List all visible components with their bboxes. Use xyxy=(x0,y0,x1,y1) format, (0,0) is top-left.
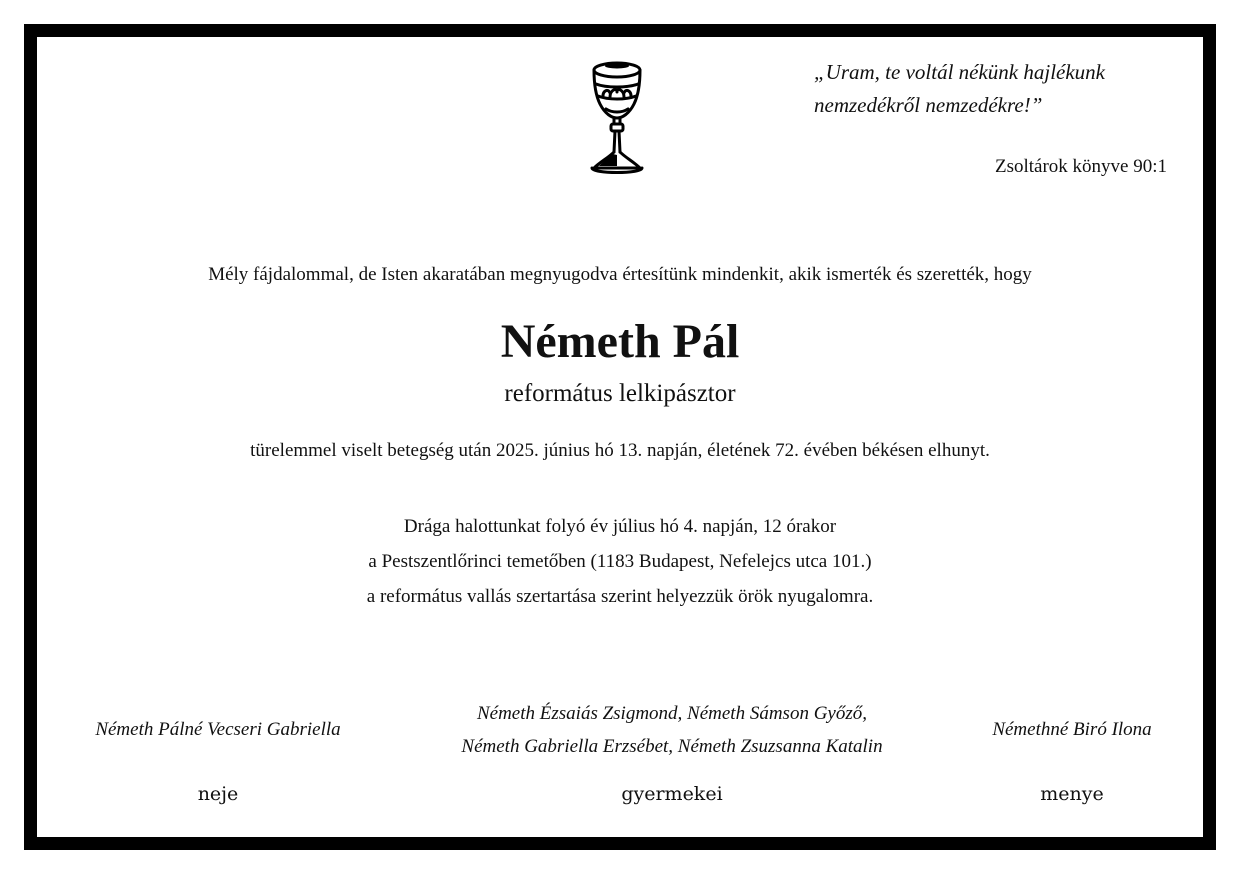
passing-details: türelemmel viselt betegség után 2025. június hó 13. napján, életének 72. évében békésen elhunyt. xyxy=(250,440,990,461)
deceased-name: Németh Pál xyxy=(500,315,740,368)
mourner-name: Németh Ézsaiás Zsigmond, Németh Sámson Győző, xyxy=(476,703,868,724)
relation-label: neje xyxy=(197,783,239,805)
funeral-line: a református vallás szertartása szerint helyezzük örök nyugalomra. xyxy=(366,586,874,607)
bible-quote-line: nemzedékről nemzedékre!” xyxy=(814,93,1043,117)
funeral-line: a Pestszentlőrinci temetőben (1183 Budapest, Nefelejcs utca 101.) xyxy=(368,551,872,572)
chalice-icon xyxy=(586,58,648,180)
bible-quote-line: „Uram, te voltál nékünk hajlékunk xyxy=(814,60,1106,84)
mourner-names xyxy=(962,713,1182,746)
mourner-spouse xyxy=(48,713,388,746)
mourner-name: Németh Pálné Vecseri Gabriella xyxy=(95,719,341,740)
mourner-daughter-in-law xyxy=(962,713,1182,746)
mourner-names xyxy=(392,697,952,763)
mourner-children xyxy=(392,697,952,763)
funeral-details xyxy=(0,509,1240,614)
funeral-line: Drága halottunkat folyó év július hó 4. napján, 12 órakor xyxy=(403,516,837,537)
mourner-name: Németh Gabriella Erzsébet, Németh Zsuzsanna Katalin xyxy=(461,736,883,757)
bible-reference: Zsoltárok könyve 90:1 xyxy=(994,156,1167,177)
mourner-name: Némethné Biró Ilona xyxy=(992,719,1152,740)
deceased-title: református lelkipásztor xyxy=(504,380,736,407)
announcement-intro: Mély fájdalommal, de Isten akaratában megnyugodva értesítünk mindenkit, akik ismerték és szerették, hogy xyxy=(208,264,1032,285)
relation-label: gyermekei xyxy=(621,783,723,805)
bible-quote xyxy=(814,56,1184,122)
relation-label: menye xyxy=(1040,783,1104,805)
mourner-names xyxy=(48,713,388,746)
